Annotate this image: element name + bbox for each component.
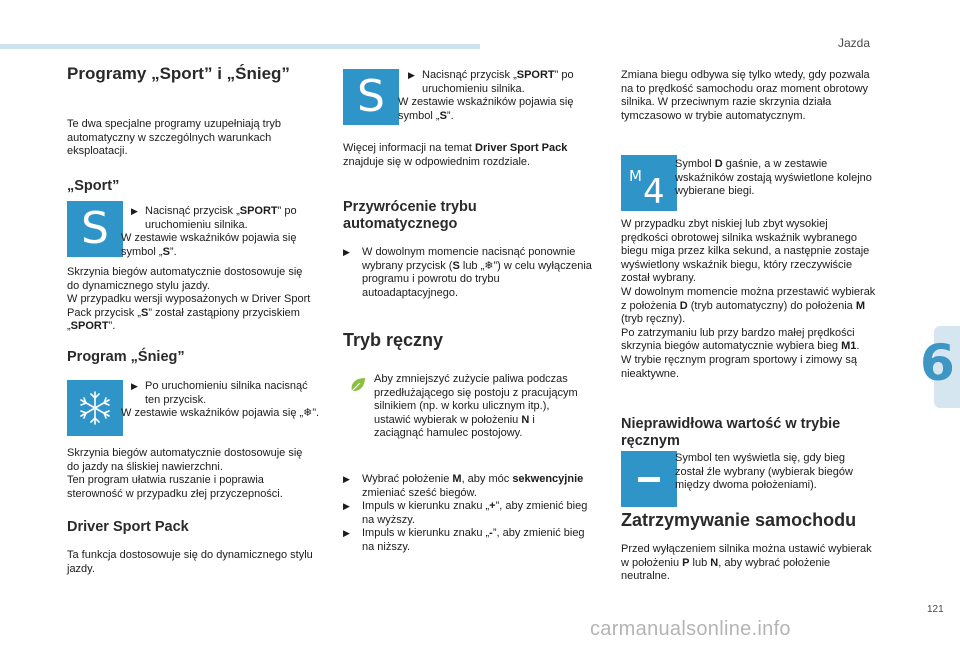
dsp-desc: Ta funkcja dostosowuje się do dynamicznego stylu jazdy. — [67, 549, 313, 575]
bullet-arrow-icon: ▶ — [408, 70, 415, 80]
manual-bullet-3: ▶ Impuls w kierunku znaku „-”, aby zmienić bieg na niższy. — [343, 527, 585, 553]
bullet-arrow-icon: ▶ — [131, 206, 138, 216]
bullet-arrow-icon: ▶ — [131, 381, 138, 391]
svg-text:4: 4 — [643, 172, 665, 211]
col2-step-bullet: ▶ Nacisnąć przycisk „SPORT” po uruchomieniu silnika. — [408, 69, 574, 95]
snow-desc: Skrzynia biegów automatycznie dostosowuje się do jazdy na śliskiej nawierzchni. Ten program ułatwia ruszanie i poprawia sterowność w przypadku złej przyczepności. — [67, 447, 303, 500]
eco-leaf-icon — [348, 375, 368, 395]
svg-text:M: M — [629, 167, 642, 185]
manual-bullet-1: ▶ Wybrać położenie M, aby móc sekwencyjnie zmieniać sześć biegów. — [343, 473, 584, 499]
col2-step — [398, 69, 603, 123]
sport-s-icon: S — [67, 201, 123, 257]
page-number: 121 — [927, 604, 944, 615]
sport-desc: Skrzynia biegów automatycznie dostosowuje się do dynamicznego stylu jazdy. W przypadku wersji wyposażonych w Driver Sport Pack przycisk „S” został zastąpiony przyciskiem „SPORT”. — [67, 266, 317, 334]
snow-step — [121, 380, 321, 421]
sport-step — [121, 205, 321, 259]
main-heading: Programy „Sport” i „Śnieg” — [67, 64, 290, 83]
intro-text: Te dwa specjalne programy uzupełniają tryb automatyczny w szczególnych warunkach eksploatacji. — [67, 118, 282, 158]
watermark: carmanualsonline.info — [590, 618, 791, 640]
stop-heading: Zatrzymywanie samochodu — [621, 510, 857, 530]
minus-gear-icon — [621, 451, 677, 507]
restore-text: ▶ W dowolnym momencie nacisnąć ponownie wybrany przycisk (S lub „❄”) w celu wyłączenia programu i powrotu do trybu autoadaptacyjnego. — [343, 246, 592, 299]
invalid-text: Symbol ten wyświetla się, gdy bieg został źle wybrany (wybierak biegów między dwoma położeniami). — [675, 452, 853, 492]
sport-heading: „Sport” — [67, 178, 120, 194]
top-accent-bar — [0, 44, 480, 49]
col2-indicator: W zestawie wskaźników pojawia się symbol „S”. — [398, 96, 574, 122]
sport-step-bullet: ▶ Nacisnąć przycisk „SPORT” po uruchomieniu silnika. — [131, 205, 297, 231]
section-title: Jazda — [838, 36, 871, 50]
more-info: Więcej informacji na temat Driver Sport Pack znajduje się w odpowiednim rozdziale. — [343, 142, 568, 168]
manual-heading: Tryb ręczny — [343, 330, 444, 350]
bullet-arrow-icon: ▶ — [343, 247, 350, 257]
snow-step-bullet: ▶ Po uruchomieniu silnika nacisnąć ten przycisk. — [131, 380, 308, 406]
restore-heading: Przywrócenie trybu automatycznego — [343, 199, 477, 232]
sport-desc-2: W przypadku wersji wyposażonych w Driver Sport Pack przycisk „S” został zastąpiony przyciskiem „SPORT”. — [67, 293, 311, 333]
snow-heading: Program „Śnieg” — [67, 349, 185, 365]
d-text: Symbol D gaśnie, a w zestawie wskaźników zostają wyświetlone kolejno wybierane biegi. — [675, 158, 872, 198]
snow-indicator: W zestawie wskaźników pojawia się „❄”. — [121, 407, 320, 420]
dsp-heading: Driver Sport Pack — [67, 519, 189, 535]
snowflake-icon — [67, 380, 123, 436]
sport-s-icon-2: S — [343, 69, 399, 125]
sport-indicator: W zestawie wskaźników pojawia się symbol „S”. — [121, 232, 297, 258]
invalid-heading: Nieprawidłowa wartość w trybie ręcznym — [621, 416, 841, 449]
change-text: Zmiana biegu odbywa się tylko wtedy, gdy pozwala na to prędkość samochodu oraz moment obrotowy silnika. W przeciwnym razie skrzynia działa tymczasowo w trybie automatycznym. — [621, 69, 870, 122]
eco-tip: Aby zmniejszyć zużycie paliwa podczas przedłużającego się postoju z pracującym silnikiem (np. w korku ulicznym itp.), ustawić wybierak w położeniu N i zaciągnąć hamulec postojowy. — [348, 373, 578, 441]
manual-bullet-2: ▶ Impuls w kierunku znaku „+”, aby zmienić bieg na wyższy. — [343, 500, 588, 526]
manual-bullets — [343, 473, 598, 555]
chapter-number: 6 — [920, 334, 955, 392]
rpm-text: W przypadku zbyt niskiej lub zbyt wysokiej prędkości obrotowej silnika wskaźnik wybranego biegu miga przez kilka sekund, a następnie zostaje wyświetlony wskaźnik biegu, który rzeczywiście został wybrany. W dowolnym momencie można przestawić wybierak z położenia D (tryb automatyczny) do położenia M (tryb ręczny). Po zatrzymaniu lub przy bardzo małej prędkości skrzynia biegów automatycznie wybiera bieg M1. W trybie ręcznym program sportowy i zimowy są nieaktywne. — [621, 218, 876, 380]
m4-gear-icon — [621, 155, 677, 211]
stop-text: Przed wyłączeniem silnika można ustawić wybierak w położeniu P lub N, aby wybrać położenie neutralne. — [621, 543, 872, 583]
bullet-arrow-icon: ▶ — [343, 474, 350, 484]
bullet-arrow-icon: ▶ — [343, 501, 350, 512]
bullet-arrow-icon: ▶ — [343, 528, 350, 539]
